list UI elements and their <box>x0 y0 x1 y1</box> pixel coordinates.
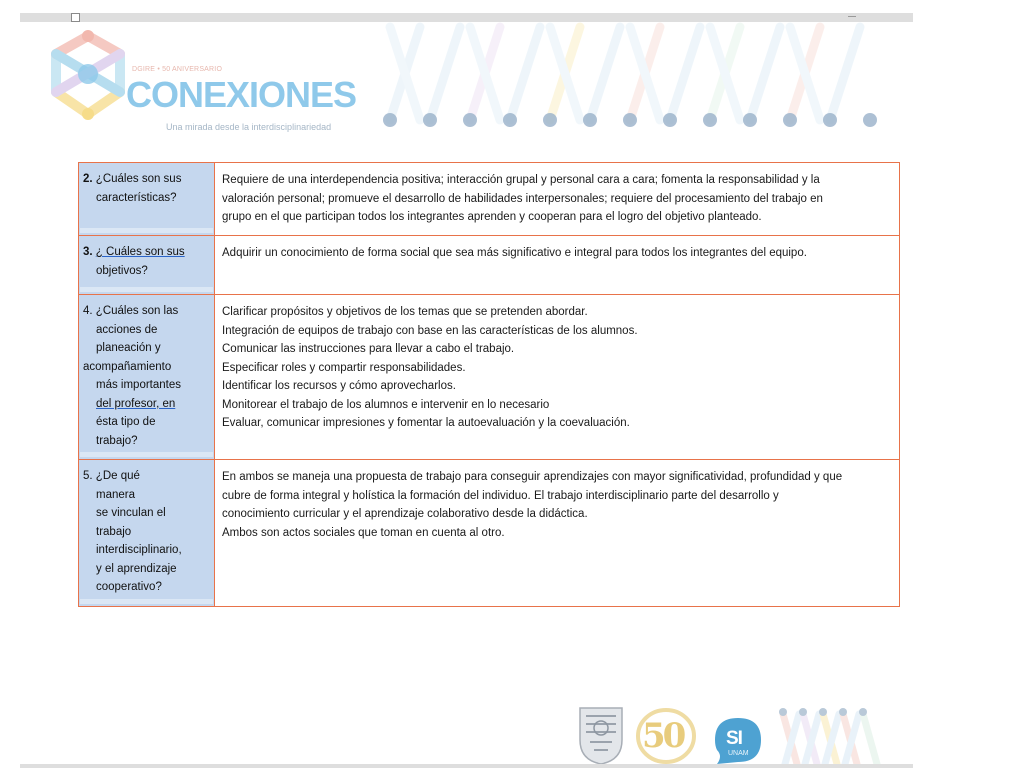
answer-line: En ambos se maneja una propuesta de trabajo para conseguir aprendizajes con mayor significatividad, profundidad y que <box>222 471 843 483</box>
decorative-stripes-header <box>380 22 890 134</box>
conexiones-logo <box>46 22 357 134</box>
question-text: más importantes <box>96 379 182 391</box>
si-logo-text: SI <box>726 728 742 749</box>
resize-handle[interactable] <box>71 13 80 22</box>
answer-line: Especificar roles y compartir responsabilidades. <box>222 361 466 374</box>
unam-shield-icon <box>576 704 626 766</box>
logo-title: CONEXIONES <box>126 74 357 115</box>
answer-line: Ambos son actos sociales que toman en cuenta al otro. <box>222 526 505 539</box>
answer-line: Identificar los recursos y cómo aprovecharlos. <box>222 380 456 392</box>
question-text: acompañamiento <box>83 360 172 373</box>
answer-line: Requiere de una interdependencia positiva; interacción grupal y personal cara a cara; fomenta la responsabilidad y la <box>222 174 820 186</box>
answer-line: Adquirir un conocimiento de forma social que sea más significativo e integral para todos los integrantes del equipo. <box>222 247 807 259</box>
question-text: ésta tipo de <box>96 416 156 428</box>
question-text: características? <box>96 191 177 204</box>
corner-mark <box>848 16 856 17</box>
logo-tagline: Una mirada desde la interdisciplinariedad <box>166 122 332 132</box>
question-text: y el aprendizaje <box>96 562 177 575</box>
answer-cell <box>215 460 900 607</box>
question-cell <box>79 295 215 460</box>
question-text: acciones de <box>96 323 158 336</box>
table-row <box>79 236 900 295</box>
question-cell <box>79 236 215 295</box>
question-text: del profesor, en <box>96 397 176 410</box>
answer-cell <box>215 163 900 236</box>
answer-line: conocimiento curricular y el aprendizaje colaborativo desde la didáctica. <box>222 508 588 520</box>
answer-line: grupo en el que participan todos los integrantes aprenden y cooperan para el logro del objetivo planteado. <box>222 211 762 223</box>
question-text: trabajo? <box>96 434 138 447</box>
question-text: ¿De qué <box>95 470 140 482</box>
question-cell <box>79 163 215 236</box>
table-row <box>79 163 900 236</box>
answer-cell <box>215 295 900 460</box>
question-text: objetivos? <box>96 264 148 277</box>
questions-table <box>78 162 900 607</box>
question-text: planeación y <box>96 342 161 354</box>
document-bottom-bar <box>20 764 913 768</box>
question-number: 5. <box>83 470 93 482</box>
question-text: ¿Cuáles son sus <box>95 173 182 185</box>
logo-anniversary-text: DGIRE • 50 ANIVERSARIO <box>132 66 223 73</box>
fifty-anniversary-text: 50 <box>642 716 684 756</box>
question-cell <box>79 460 215 607</box>
question-text: ¿Cuáles son las <box>95 305 179 317</box>
answer-line: Integración de equipos de trabajo con base en las características de los alumnos. <box>222 324 638 337</box>
question-number: 4. <box>83 305 93 317</box>
question-text: ¿ Cuáles son sus <box>95 246 185 258</box>
answer-line: Evaluar, comunicar impresiones y fomentar la autoevaluación y la coevaluación. <box>222 417 630 429</box>
question-number: 3. <box>83 246 93 258</box>
document-top-bar <box>20 13 913 22</box>
answer-line: Monitorear el trabajo de los alumnos e intervenir en lo necesario <box>222 398 550 411</box>
question-text: trabajo <box>96 525 132 538</box>
table-row <box>79 295 900 460</box>
footer-logos <box>576 704 776 766</box>
question-text: se vinculan el <box>96 507 166 519</box>
decorative-stripes-footer <box>775 704 885 766</box>
answer-cell <box>215 236 900 295</box>
question-text: cooperativo? <box>96 581 162 593</box>
question-text: manera <box>96 488 135 501</box>
molecule-logo-icon <box>46 22 130 134</box>
answer-line: Clarificar propósitos y objetivos de los temas que se pretenden abordar. <box>222 306 588 318</box>
answer-line: Comunicar las instrucciones para llevar a cabo el trabajo. <box>222 343 515 355</box>
answer-line: cubre de forma integral y holística la formación del individuo. El trabajo interdisciplinario parte del desarrollo y <box>222 489 779 502</box>
answer-line: valoración personal; promueve el desarrollo de habilidades interpersonales; requiere del procesamiento del trabajo en <box>222 192 823 205</box>
table-row <box>79 460 900 607</box>
si-logo-subtext: UNAM <box>728 750 749 757</box>
question-number: 2. <box>83 173 93 185</box>
question-text: interdisciplinario, <box>96 544 182 556</box>
